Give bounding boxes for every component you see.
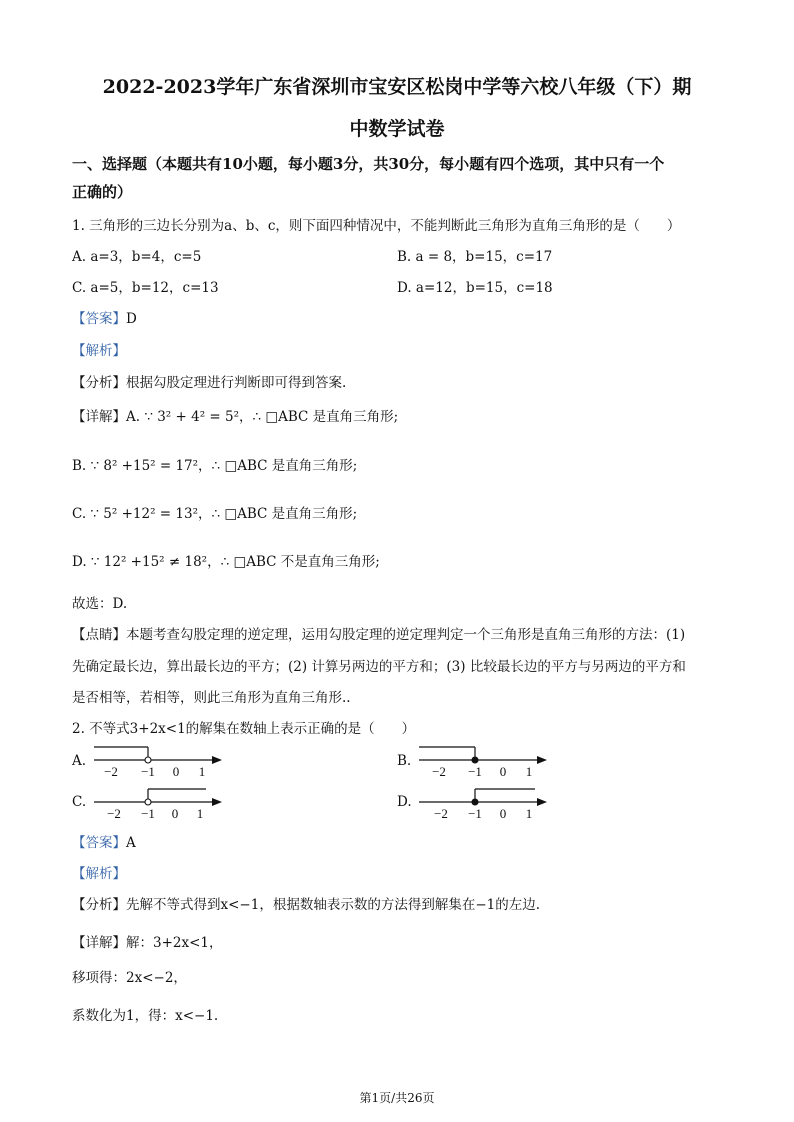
xiangjie-tag: 【详解】 [72,935,126,951]
q2-jiexi-tag: 【解析】 [72,866,126,882]
closed-point [472,757,478,763]
title-line-2: 中数学试卷 [349,118,445,140]
q2-step-1: 移项得：2x<−2， [72,970,187,986]
tick-label: −2 [104,764,118,779]
page-footer: 第1页/共26页 [359,1091,435,1105]
q1-xiangjie-row [72,405,398,425]
q1-dianjing-1: 本题考查勾股定理的逆定理，运用勾股定理的逆定理判定一个三角形是直角三角形的方法：(1) [126,627,686,643]
q2-option-a-label: A. [72,753,87,769]
fenxi-tag: 【分析】 [72,375,126,391]
tick-label: −2 [432,764,446,779]
closed-point [472,799,478,805]
section-heading-line-1: 一、选择题（本题共有10小题，每小题3分，共30分，每小题有四个选项，其中只有一个 [72,155,665,173]
q2-step-2: 系数化为1，得：x<−1. [72,1008,219,1024]
axis-arrow [212,798,222,806]
q2-stem: 2. 不等式3+2x<1的解集在数轴上表示正确的是（ ） [72,721,416,737]
axis-arrow [537,798,547,806]
axis-arrow [537,756,547,764]
q2-fenxi-row [72,893,540,913]
q2-option-c-label: C. [72,794,87,810]
tick-label: 1 [198,764,206,779]
tick-label: −1 [468,806,482,821]
tick-label: −2 [434,806,448,821]
q1-option-d: D. a=12，b=15，c=18 [397,280,553,296]
q2-option-b-label: B. [397,753,412,769]
q1-answer-row [72,307,137,327]
open-point [145,799,151,805]
q1-dianjing-2: 先确定最长边，算出最长边的平方；(2) 计算另两边的平方和；(3) 比较最长边的平方与另两边的平方和 [72,659,686,675]
tick-label: 1 [525,806,533,821]
q2-option-d-label: D. [397,794,412,810]
open-point [145,757,151,763]
tick-label: 0 [171,806,179,821]
answer-tag: 【答案】 [72,835,126,851]
tick-label: −1 [141,806,155,821]
q2-xiangjie-text: 解：3+2x<1， [126,935,223,951]
q1-dianjing-row-1 [72,623,685,643]
title-line-1: 2022-2023学年广东省深圳市宝安区松岗中学等六校八年级（下）期 [102,76,692,98]
q1-line-d: D. ∵ 12² +15² ≠ 18²，∴ □ABC 不是直角三角形; [72,554,380,570]
tick-label: 0 [172,764,180,779]
q1-dianjing-3: 是否相等，若相等，则此三角形为直角三角形.. [72,690,351,706]
tick-label: −1 [141,764,155,779]
tick-label: −1 [468,764,482,779]
q2-fenxi-text: 先解不等式得到x<−1，根据数轴表示数的方法得到解集在−1的左边. [126,897,541,913]
tick-label: −2 [107,806,121,821]
dianjing-tag: 【点睛】 [72,627,126,643]
q1-line-b: B. ∵ 8² +15² = 17²，∴ □ABC 是直角三角形; [72,458,358,474]
q1-choice: 故选：D. [72,596,128,612]
number-line-d [415,782,555,822]
q1-option-a: A. a=3，b=4，c=5 [72,249,202,265]
q1-jiexi-tag: 【解析】 [72,343,126,359]
tick-label: 1 [196,806,204,821]
q1-option-c: C. a=5，b=12，c=13 [72,280,219,296]
q1-answer: D [126,311,137,327]
number-line-c [90,782,230,822]
q1-option-b: B. a = 8，b=15，c=17 [397,249,553,265]
q1-fenxi-row [72,371,346,391]
q2-answer: A [126,835,136,851]
fenxi-tag: 【分析】 [72,897,126,913]
q2-xiangjie-row [72,931,223,951]
tick-label: 1 [525,764,533,779]
q1-fenxi-text: 根据勾股定理进行判断即可得到答案. [126,375,347,391]
axis-arrow [212,756,222,764]
q1-line-c: C. ∵ 5² +12² = 13²，∴ □ABC 是直角三角形; [72,506,358,522]
answer-tag: 【答案】 [72,311,126,327]
q1-stem: 1. 三角形的三边长分别为a、b、c，则下面四种情况中，不能判断此三角形为直角三角形的是（ ） [72,218,681,234]
xiangjie-tag: 【详解】 [72,409,126,425]
q1-xiangjie-a: A. ∵ 3² + 4² = 5²，∴ □ABC 是直角三角形; [126,409,399,425]
number-line-a [90,740,230,780]
q2-answer-row [72,831,136,851]
tick-label: 0 [499,764,507,779]
section-heading-line-2: 正确的） [72,183,133,201]
tick-label: 0 [499,806,507,821]
number-line-b [415,740,555,780]
